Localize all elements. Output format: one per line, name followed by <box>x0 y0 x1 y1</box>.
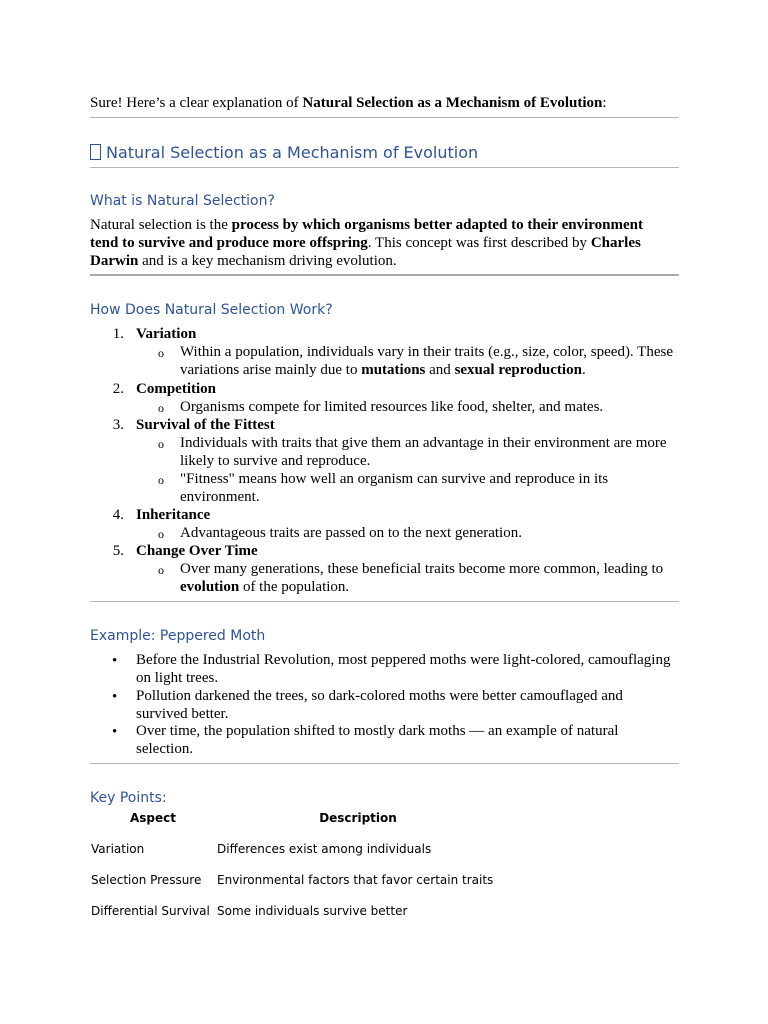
list-subitem: Organisms compete for limited resources like food, shelter, and mates. <box>180 399 604 415</box>
sub-bullet-marker: o <box>158 527 164 541</box>
what-paragraph <box>90 216 679 270</box>
list-number: 1. <box>112 326 124 342</box>
table-cell: Selection Pressure <box>91 873 202 887</box>
bold-text: evolution <box>180 579 240 595</box>
table-cell: Variation <box>91 842 145 856</box>
list-item-title: Competition <box>136 381 216 397</box>
text: and is a key mechanism driving evolution. <box>138 253 397 269</box>
text: . This concept was first described by <box>367 235 591 251</box>
list-subitem: Advantageous traits are passed on to the next generation. <box>180 525 522 541</box>
sub-bullet-marker: o <box>158 473 164 487</box>
bold-text: process by which organisms better adapted to their environment <box>231 217 644 233</box>
text: Pollution darkened the trees, so dark-colored moths were better camouflaged and <box>136 688 623 704</box>
divider <box>90 167 679 168</box>
bullet-marker: • <box>112 724 118 740</box>
page-title <box>90 143 478 162</box>
intro-bold: Natural Selection as a Mechanism of Evolution <box>302 95 603 111</box>
table-cell: Differences exist among individuals <box>217 842 432 856</box>
list-subitem <box>180 343 679 379</box>
list-item-title: Variation <box>136 326 197 342</box>
text: Before the Industrial Revolution, most peppered moths were light-colored, camouflaging <box>136 652 671 668</box>
text: Within a population, individuals vary in their traits (e.g., size, color, speed). These <box>180 344 673 360</box>
list-item-title: Survival of the Fittest <box>136 417 275 433</box>
table-cell: Some individuals survive better <box>217 904 408 918</box>
table-header-aspect: Aspect <box>129 811 176 825</box>
sub-bullet-marker: o <box>158 401 164 415</box>
missing-glyph-icon <box>90 144 101 160</box>
text: on light trees. <box>136 670 219 686</box>
intro-text: Sure! Here’s a clear explanation of <box>90 95 303 111</box>
section-heading-example: Example: Peppered Moth <box>90 628 266 644</box>
text: "Fitness" means how well an organism can survive and reproduce in its <box>180 471 609 487</box>
section-heading-key-points: Key Points: <box>90 790 167 806</box>
title-text: Natural Selection as a Mechanism of Evolution <box>106 143 479 162</box>
table-cell: Environmental factors that favor certain traits <box>217 873 494 887</box>
table-header-description: Description <box>319 811 397 825</box>
intro-suffix: : <box>602 95 607 111</box>
bold-text: tend to survive and produce more offspring <box>90 235 368 251</box>
intro-line <box>90 94 607 112</box>
text: and <box>425 362 455 378</box>
section-heading-how: How Does Natural Selection Work? <box>90 302 333 318</box>
text: Over many generations, these beneficial traits become more common, leading to <box>180 561 664 577</box>
list-item <box>136 651 679 687</box>
text: Individuals with traits that give them an advantage in their environment are more <box>180 435 667 451</box>
sub-bullet-marker: o <box>158 346 164 360</box>
list-item-title: Change Over Time <box>136 543 258 559</box>
table-cell: Differential Survival <box>91 904 210 918</box>
sub-bullet-marker: o <box>158 563 164 577</box>
list-subitem <box>180 560 679 596</box>
sub-bullet-marker: o <box>158 437 164 451</box>
divider <box>90 274 679 276</box>
text: . <box>581 362 586 378</box>
bold-text: mutations <box>361 362 426 378</box>
text: likely to survive and reproduce. <box>180 453 371 469</box>
list-number: 2. <box>112 381 124 397</box>
list-number: 3. <box>112 417 124 433</box>
text: Over time, the population shifted to mostly dark moths — an example of natural <box>136 723 619 739</box>
list-number: 4. <box>112 507 124 523</box>
bullet-marker: • <box>112 653 118 669</box>
bold-text: Darwin <box>90 253 139 269</box>
list-item-title: Inheritance <box>136 507 211 523</box>
section-heading-what: What is Natural Selection? <box>90 193 275 209</box>
list-item <box>136 687 679 723</box>
divider <box>90 117 679 118</box>
text: variations arise mainly due to <box>180 362 362 378</box>
list-item <box>136 722 679 758</box>
bold-text: sexual reproduction <box>454 362 582 378</box>
list-subitem <box>180 470 679 506</box>
bullet-marker: • <box>112 689 118 705</box>
divider <box>90 601 679 602</box>
list-subitem <box>180 434 679 470</box>
text: of the population. <box>239 579 350 595</box>
bold-text: Charles <box>590 235 641 251</box>
text: Natural selection is the <box>90 217 232 233</box>
text: selection. <box>136 741 194 757</box>
text: environment. <box>180 489 260 505</box>
divider <box>90 763 679 764</box>
text: survived better. <box>136 706 229 722</box>
list-number: 5. <box>112 543 124 559</box>
